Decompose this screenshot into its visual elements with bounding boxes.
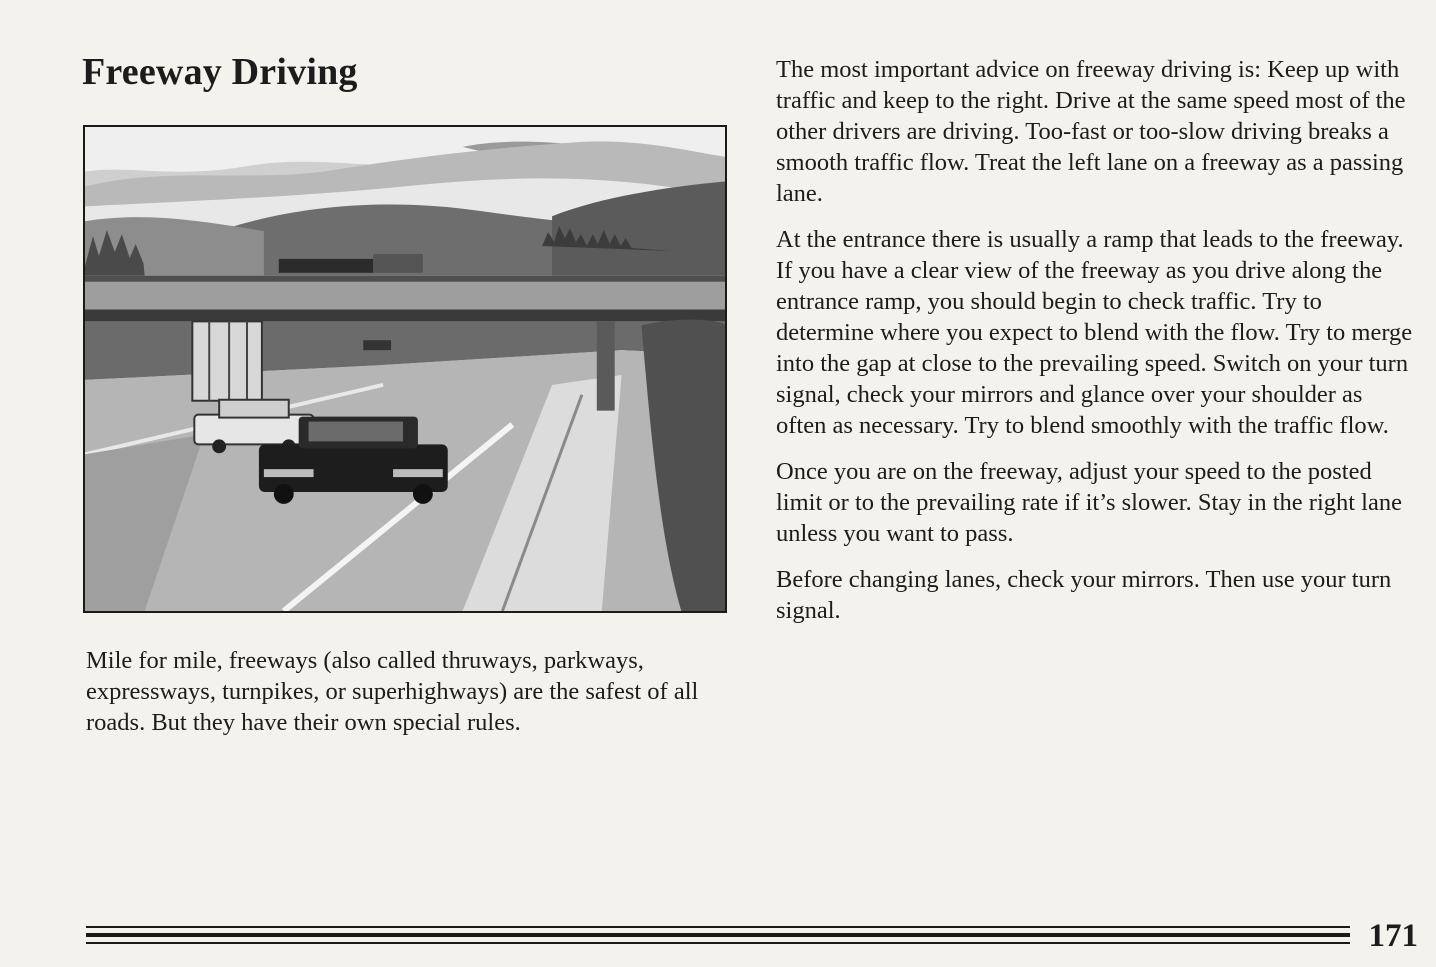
truck-cab [373, 254, 423, 273]
overpass-underside [85, 309, 725, 321]
pier-right [597, 321, 615, 410]
overpass-rail [85, 276, 725, 282]
page-title: Freeway Driving [82, 51, 358, 93]
footer-rule [86, 942, 1350, 944]
paragraph: At the entrance there is usually a ramp that leads to the freeway. If you have a clear view of the freeway as you drive along the entrance ramp, you should begin to check traffic. Try to determine where you expect to blend with the flow. Try to merge into the gap at close to the prevailing speed. Switch on your turn signal, check your mirrors and glance over your shoulder as often as necessary. Try to blend smoothly with the traffic flow. [776, 226, 1413, 439]
caption: Mile for mile, freeways (also called thruways, parkways, expressways, turnpikes, or superhighways) are the safest of all roads. But they have their own special rules. [86, 647, 699, 736]
truck-on-overpass [279, 259, 373, 273]
main-text-column [776, 54, 1418, 641]
freeway-overpass-illustration [83, 125, 727, 613]
paragraph: Once you are on the freeway, adjust your speed to the posted limit or to the prevailing rate if it’s slower. Stay in the right lane unless you want to pass. [776, 458, 1402, 547]
page-number: 171 [1368, 918, 1418, 954]
footer-rule [86, 933, 1350, 937]
pier-left [192, 321, 262, 400]
distant-car [363, 340, 391, 350]
paragraph: Before changing lanes, check your mirrors. Then use your turn signal. [776, 566, 1392, 624]
paragraph: The most important advice on freeway driving is: Keep up with traffic and keep to the right. Drive at the same speed most of the other drivers are driving. Too-fast or too-slow driving breaks a smooth traffic flow. Treat the left lane on a freeway as a passing lane. [776, 56, 1406, 207]
footer-rule [86, 926, 1350, 928]
